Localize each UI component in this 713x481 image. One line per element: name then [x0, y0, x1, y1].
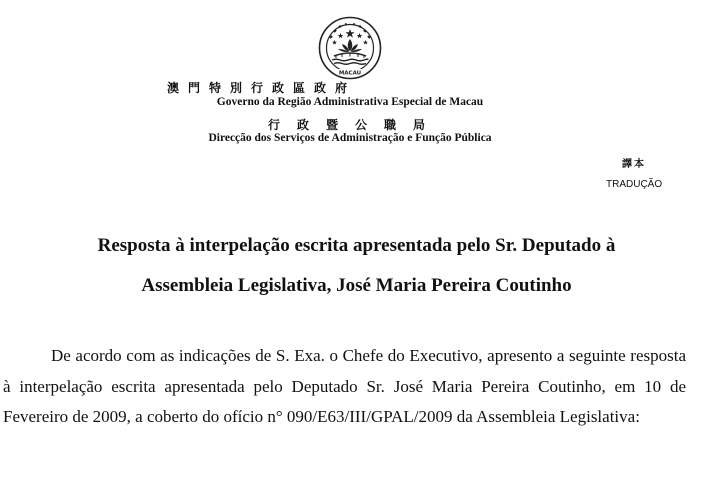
department-name-cn-text: 行 政 暨 公 職 局: [267, 118, 433, 132]
government-name-cn-text: 澳 門 特 別 行 政 區 政 府: [166, 81, 351, 95]
emblem-bottom-label: MACAU: [338, 70, 362, 77]
translation-mark-pt: TRADUÇÃO: [606, 179, 663, 190]
body-paragraph: [3, 341, 686, 433]
document-title-line-1: Resposta à interpelação escrita apresentada pelo Sr. Deputado à: [97, 235, 616, 256]
macau-emblem-icon: [318, 16, 382, 80]
government-name-pt-text: Governo da Região Administrativa Especial de Macau: [216, 96, 484, 108]
document-title-line-2: Assembleia Legislativa, José Maria Pereira Coutinho: [141, 275, 572, 296]
translation-mark-cn: 譯本: [622, 159, 646, 170]
department-name-pt-text: Direcção dos Serviços de Administração e Função Pública: [208, 132, 492, 144]
body-paragraph-text: De acordo com as indicações de S. Exa. o Chefe do Executivo, apresento a seguinte resposta à interpelação escrita apresentada pelo Deputado Sr. José Maria Pereira Coutinho, em 10 de Fevereiro de 2009, a coberto do ofício n° 090/E63/III/GPAL/2009 da Assembleia Legislativa:: [3, 346, 686, 426]
